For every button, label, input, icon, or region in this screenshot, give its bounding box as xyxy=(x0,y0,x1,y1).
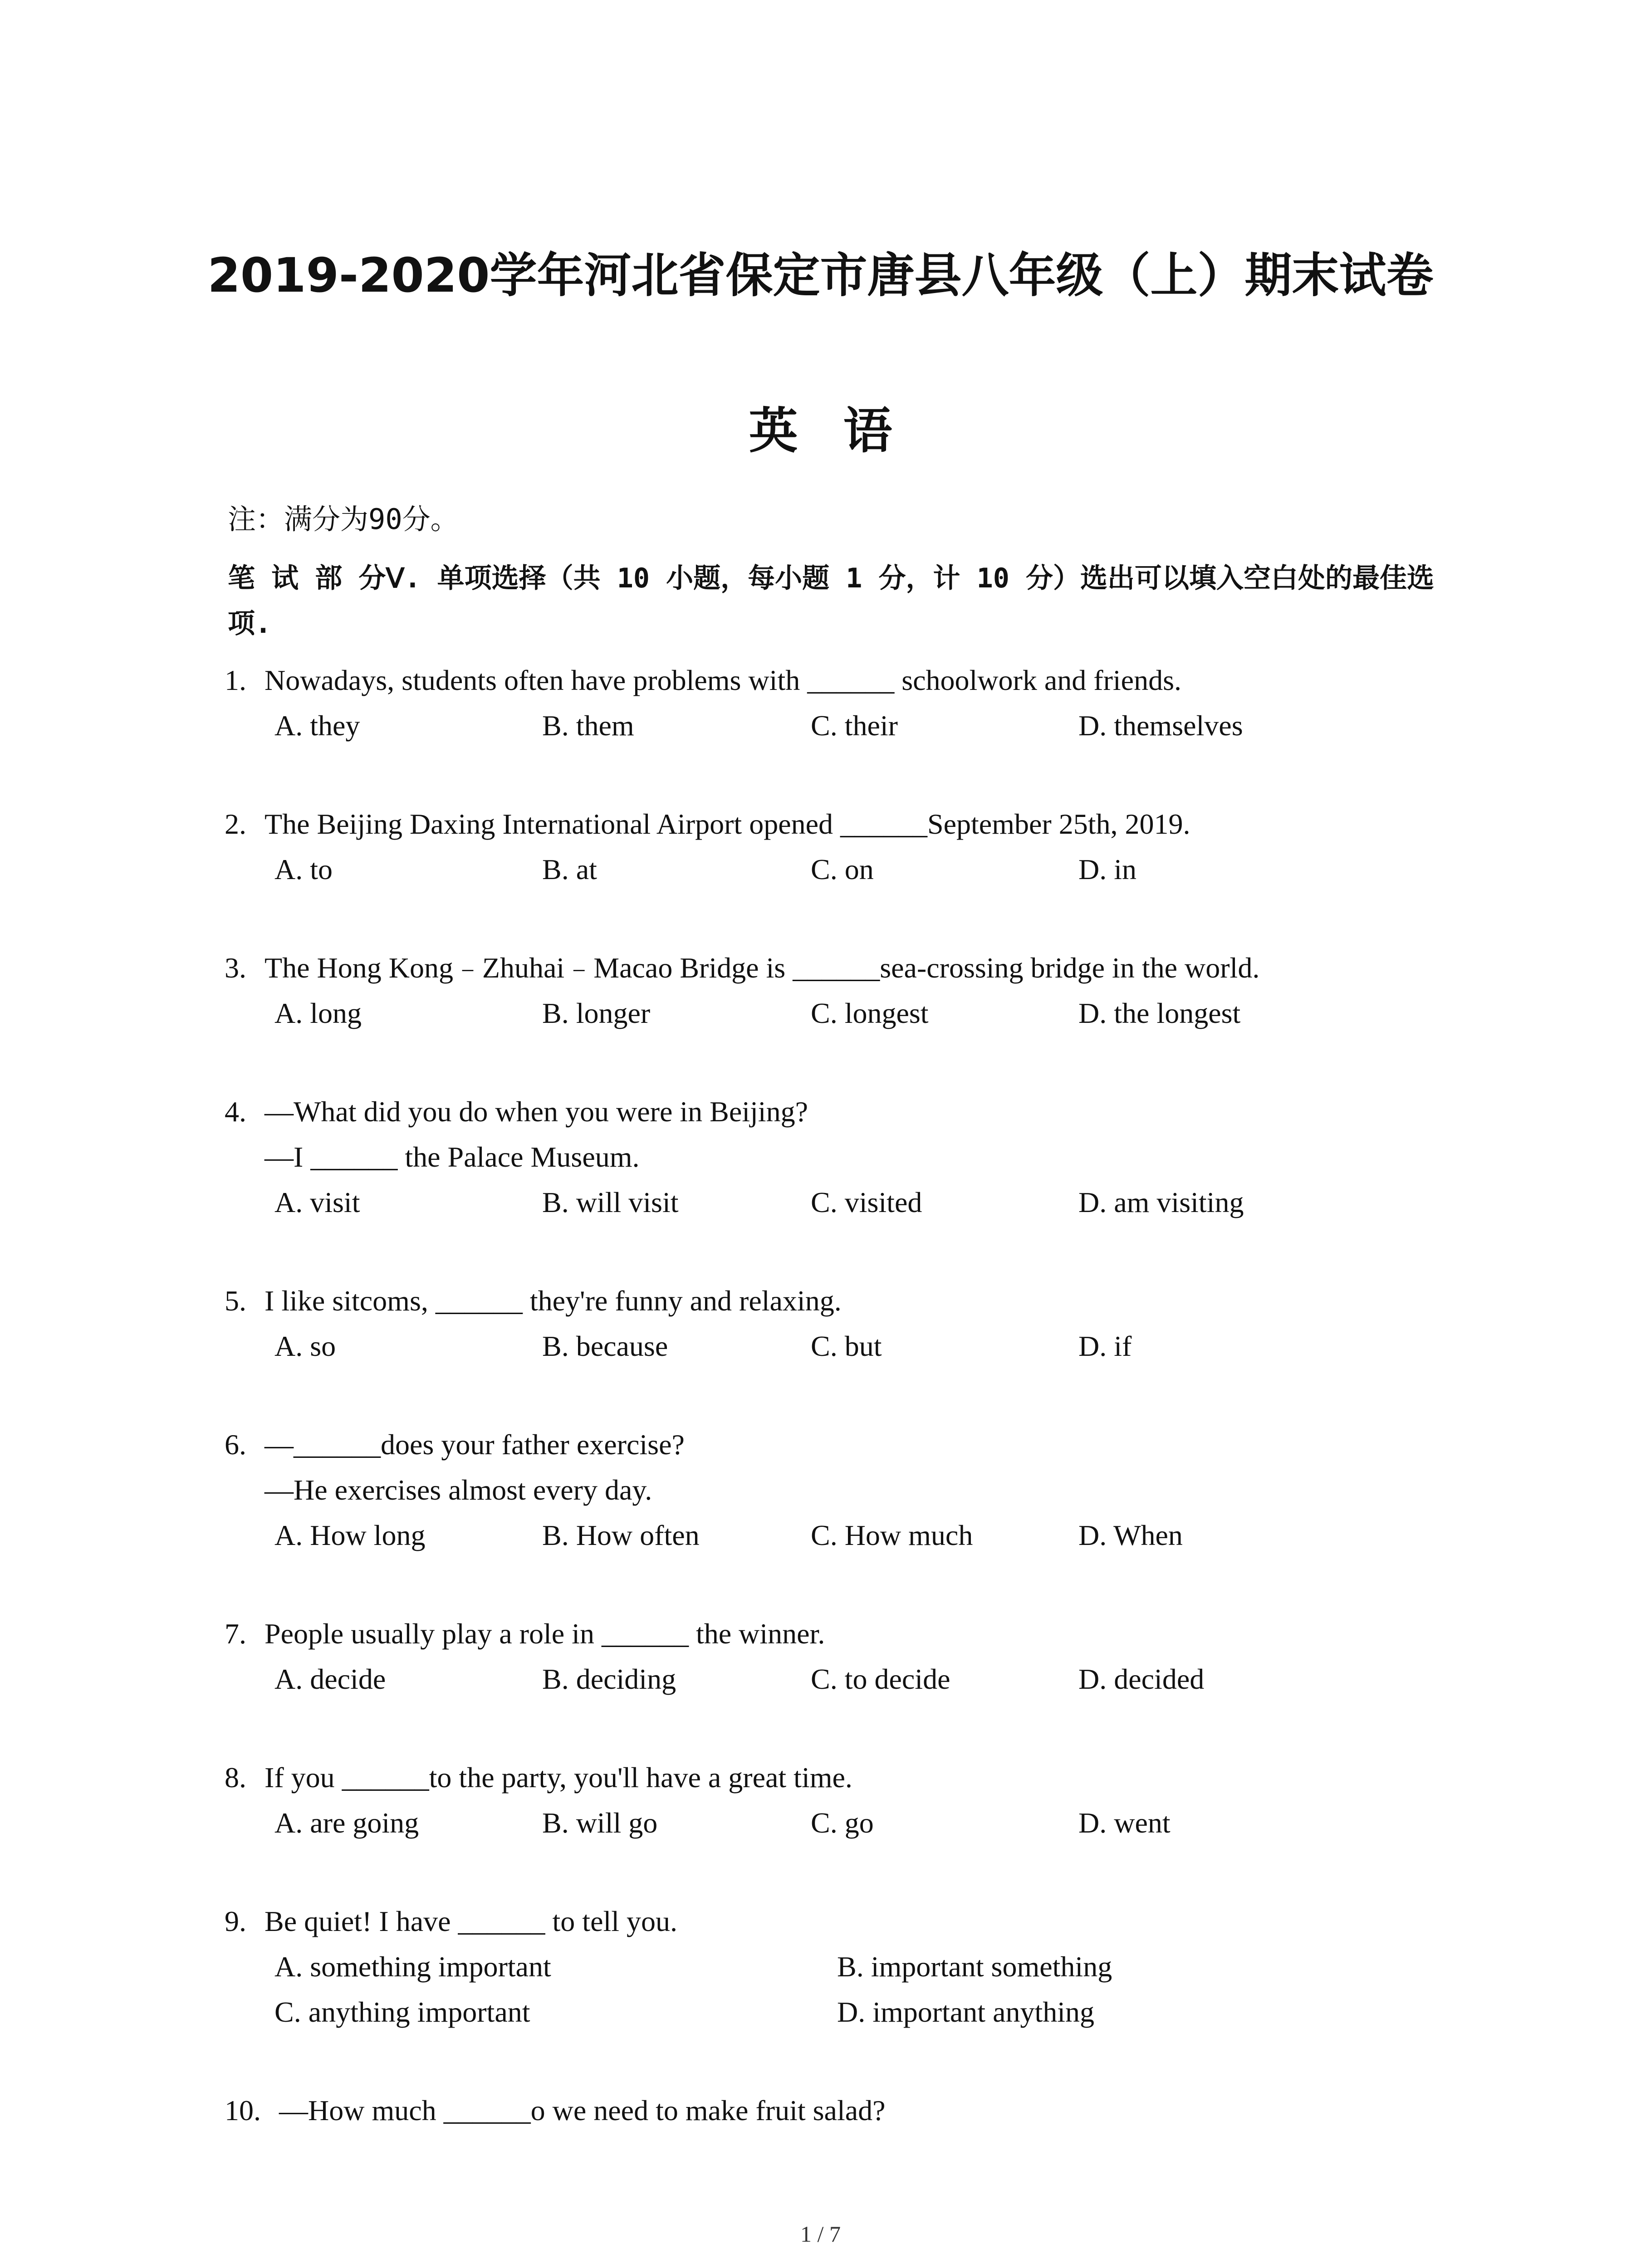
option-c[interactable]: C. anything important xyxy=(274,1996,530,2028)
section-instruction: 笔 试 部 分Ⅴ. 单项选择（共 10 小题，每小题 1 分，计 10 分）选出可以填入空白处的最佳选项. xyxy=(228,562,1435,640)
question-stem xyxy=(225,1755,1495,1800)
question-1 xyxy=(225,658,1495,748)
question-text: If you ______to the party, you'll have a great time. xyxy=(265,1761,852,1794)
question-text: The Hong Kong﹣Zhuhai﹣Macao Bridge is ______sea-crossing bridge in the world. xyxy=(265,952,1260,984)
question-2 xyxy=(225,802,1495,892)
option-b[interactable]: B. deciding xyxy=(542,1663,676,1695)
options-row xyxy=(225,1657,1495,1702)
question-6 xyxy=(225,1422,1495,1558)
question-stem xyxy=(225,1089,1495,1134)
question-text: People usually play a role in ______ the winner. xyxy=(265,1618,825,1650)
options-row xyxy=(225,1180,1495,1225)
option-c[interactable]: C. on xyxy=(811,853,874,885)
option-d[interactable]: D. themselves xyxy=(1078,709,1243,742)
question-number: 1. xyxy=(225,664,246,696)
question-number: 3. xyxy=(225,952,246,984)
question-5 xyxy=(225,1278,1495,1369)
question-number: 9. xyxy=(225,1905,246,1937)
option-c[interactable]: C. How much xyxy=(811,1519,973,1551)
options-row xyxy=(225,1989,1495,2035)
option-d[interactable]: D. if xyxy=(1078,1330,1132,1362)
question-stem xyxy=(225,658,1495,703)
option-c[interactable]: C. longest xyxy=(811,997,929,1029)
option-a[interactable]: A. How long xyxy=(274,1519,426,1551)
option-d[interactable]: D. When xyxy=(1078,1519,1183,1551)
options-row xyxy=(225,1513,1495,1558)
option-c[interactable]: C. go xyxy=(811,1807,874,1839)
option-d[interactable]: D. went xyxy=(1078,1807,1171,1839)
question-text: —What did you do when you were in Beijing? xyxy=(265,1095,808,1128)
option-a[interactable]: A. visit xyxy=(274,1186,360,1218)
page-number: 1 / 7 xyxy=(800,2221,841,2247)
question-stem xyxy=(225,2088,1495,2133)
question-stem xyxy=(225,945,1495,991)
question-8 xyxy=(225,1755,1495,1846)
question-response: —He exercises almost every day. xyxy=(265,1474,652,1506)
question-stem xyxy=(225,1422,1495,1467)
document-title: 2019-2020学年河北省保定市唐县八年级（上）期末试卷 xyxy=(207,248,1434,303)
option-a[interactable]: A. so xyxy=(274,1330,336,1362)
option-b[interactable]: B. How often xyxy=(542,1519,700,1551)
option-b[interactable]: B. them xyxy=(542,709,634,742)
question-9 xyxy=(225,1899,1495,2035)
option-d[interactable]: D. important anything xyxy=(837,1996,1095,2028)
question-text: —______does your father exercise? xyxy=(265,1428,685,1461)
option-d[interactable]: D. in xyxy=(1078,853,1136,885)
option-a[interactable]: A. long xyxy=(274,997,362,1029)
question-3 xyxy=(225,945,1495,1036)
question-number: 10. xyxy=(225,2094,261,2126)
question-number: 6. xyxy=(225,1428,246,1461)
question-text: Nowadays, students often have problems with ______ schoolwork and friends. xyxy=(265,664,1181,696)
option-a[interactable]: A. to xyxy=(274,853,333,885)
option-a[interactable]: A. they xyxy=(274,709,360,742)
question-stem xyxy=(225,1278,1495,1324)
option-a[interactable]: A. decide xyxy=(274,1663,386,1695)
options-row xyxy=(225,1944,1495,1989)
option-c[interactable]: C. visited xyxy=(811,1186,922,1218)
option-d[interactable]: D. the longest xyxy=(1078,997,1241,1029)
question-text: Be quiet! I have ______ to tell you. xyxy=(265,1905,678,1937)
score-note: 注：满分为90分。 xyxy=(228,503,459,536)
question-number: 7. xyxy=(225,1618,246,1650)
options-row xyxy=(225,703,1495,748)
question-number: 5. xyxy=(225,1285,246,1317)
question-text: I like sitcoms, ______ they're funny and relaxing. xyxy=(265,1285,842,1317)
option-c[interactable]: C. to decide xyxy=(811,1663,950,1695)
option-b[interactable]: B. will visit xyxy=(542,1186,679,1218)
options-row xyxy=(225,1800,1495,1846)
question-text: The Beijing Daxing International Airport opened ______September 25th, 2019. xyxy=(265,808,1190,840)
option-a[interactable]: A. something important xyxy=(274,1950,551,1983)
option-d[interactable]: D. am visiting xyxy=(1078,1186,1244,1218)
option-c[interactable]: C. their xyxy=(811,709,898,742)
option-b[interactable]: B. because xyxy=(542,1330,668,1362)
question-number: 2. xyxy=(225,808,246,840)
option-b[interactable]: B. will go xyxy=(542,1807,658,1839)
question-stem xyxy=(225,1899,1495,1944)
option-b[interactable]: B. important something xyxy=(837,1950,1112,1983)
question-7 xyxy=(225,1611,1495,1702)
option-c[interactable]: C. but xyxy=(811,1330,882,1362)
question-number: 4. xyxy=(225,1095,246,1128)
subject-heading: 英语 xyxy=(749,402,938,459)
options-row xyxy=(225,991,1495,1036)
option-b[interactable]: B. at xyxy=(542,853,597,885)
question-response: —I ______ the Palace Museum. xyxy=(265,1141,640,1173)
option-d[interactable]: D. decided xyxy=(1078,1663,1205,1695)
question-number: 8. xyxy=(225,1761,246,1794)
options-row xyxy=(225,1324,1495,1369)
option-a[interactable]: A. are going xyxy=(274,1807,419,1839)
question-stem xyxy=(225,802,1495,847)
options-row xyxy=(225,847,1495,892)
question-text: —How much ______o we need to make fruit salad? xyxy=(279,2094,886,2126)
question-10 xyxy=(225,2088,1495,2133)
question-4 xyxy=(225,1089,1495,1225)
question-stem xyxy=(225,1611,1495,1657)
option-b[interactable]: B. longer xyxy=(542,997,651,1029)
